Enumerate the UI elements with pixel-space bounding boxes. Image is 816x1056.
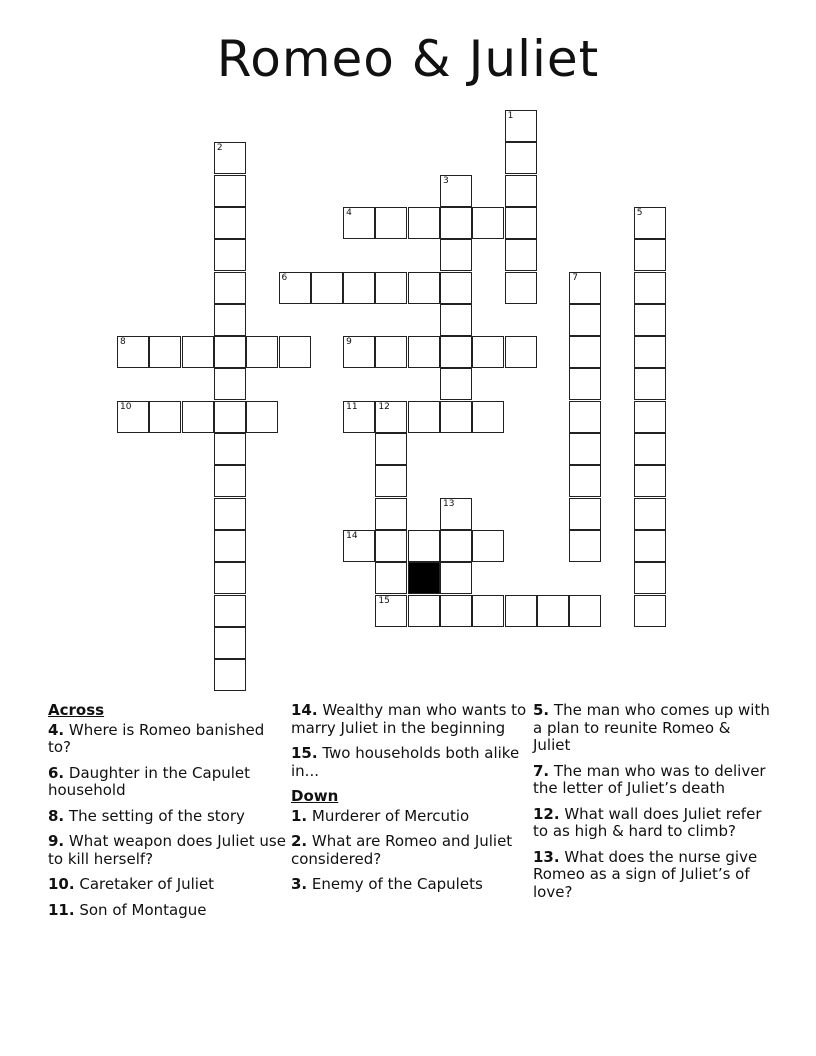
grid-cell[interactable] <box>569 336 601 368</box>
clue <box>48 833 286 868</box>
grid-cell[interactable] <box>440 336 472 368</box>
grid-cell[interactable] <box>505 207 537 239</box>
grid-cell[interactable] <box>408 595 440 627</box>
clue-number: 3. <box>291 875 308 893</box>
grid-cell[interactable] <box>440 368 472 400</box>
down-clue-list <box>291 808 529 894</box>
grid-cell[interactable] <box>214 465 246 497</box>
grid-cell[interactable] <box>214 401 246 433</box>
clues-column-1 <box>48 702 286 927</box>
grid-cell[interactable] <box>505 175 537 207</box>
clue-number: 15. <box>291 744 318 762</box>
clue-text: What does the nurse give Romeo as a sign of Juliet’s of love? <box>533 847 758 901</box>
grid-cell[interactable] <box>569 530 601 562</box>
grid-cell[interactable] <box>634 530 666 562</box>
grid-cell[interactable] <box>214 304 246 336</box>
clue-number: 13. <box>533 847 560 866</box>
grid-cell[interactable] <box>214 627 246 659</box>
grid-cell[interactable] <box>375 207 407 239</box>
grid-cell[interactable] <box>634 433 666 465</box>
clue <box>48 808 286 826</box>
grid-cell[interactable] <box>214 433 246 465</box>
grid-cell[interactable] <box>505 336 537 368</box>
clue-number: 1 <box>507 111 514 121</box>
grid-cell[interactable] <box>375 433 407 465</box>
grid-cell[interactable] <box>182 336 214 368</box>
clue-text: The setting of the story <box>64 806 245 825</box>
clue-text: What are Romeo and Juliet considered? <box>291 832 513 868</box>
grid-cell[interactable] <box>569 595 601 627</box>
clue-text: Wealthy man who wants to marry Juliet in the beginning <box>291 701 527 737</box>
grid-cell[interactable] <box>505 595 537 627</box>
clue-number: 3 <box>443 175 449 186</box>
grid-cell[interactable] <box>537 595 569 627</box>
clue-text: The man who was to deliver the letter of Juliet’s death <box>533 761 766 797</box>
grid-cell[interactable] <box>149 336 181 368</box>
grid-cell[interactable] <box>214 659 246 691</box>
clue <box>533 849 771 902</box>
grid-cell[interactable] <box>182 401 214 433</box>
clue <box>48 765 286 800</box>
grid-cell[interactable] <box>343 336 375 368</box>
grid-cell[interactable] <box>634 368 666 400</box>
grid-cell[interactable] <box>408 336 440 368</box>
grid-cell[interactable] <box>569 401 601 433</box>
grid-cell[interactable] <box>472 336 504 368</box>
grid-cell[interactable] <box>214 530 246 562</box>
grid-cell[interactable] <box>634 304 666 336</box>
grid-cell[interactable] <box>214 175 246 207</box>
grid-cell[interactable] <box>569 272 601 304</box>
grid-cell[interactable] <box>440 272 472 304</box>
clue-number: 10 <box>120 401 132 412</box>
clue-number: 11. <box>48 900 75 919</box>
grid-cell[interactable] <box>505 142 537 174</box>
grid-cell[interactable] <box>246 336 278 368</box>
grid-cell[interactable] <box>634 595 666 627</box>
grid-cell[interactable] <box>214 142 246 174</box>
grid-cell[interactable] <box>569 498 601 530</box>
grid-cell[interactable] <box>569 433 601 465</box>
grid-cell[interactable] <box>214 368 246 400</box>
clue-number: 14 <box>346 530 358 541</box>
clue-number: 7. <box>533 761 550 780</box>
clue-number: 1. <box>291 806 308 825</box>
grid-cell[interactable] <box>375 336 407 368</box>
across-heading: Across <box>48 701 105 719</box>
grid-cell[interactable] <box>375 530 407 562</box>
grid-cell[interactable] <box>569 368 601 400</box>
grid-cell[interactable] <box>634 207 666 239</box>
clue-number: 2. <box>291 832 308 850</box>
grid-cell[interactable] <box>117 401 149 433</box>
down-heading: Down <box>291 787 339 805</box>
grid-cell[interactable] <box>634 239 666 271</box>
puzzle-title: Romeo & Juliet <box>216 30 600 88</box>
grid-cell[interactable] <box>214 336 246 368</box>
grid-cell[interactable] <box>440 530 472 562</box>
grid-cell[interactable] <box>408 272 440 304</box>
grid-cell[interactable] <box>375 562 407 594</box>
clue <box>48 876 286 894</box>
grid-cell[interactable] <box>311 272 343 304</box>
clue-number: 6. <box>48 763 65 782</box>
grid-cell[interactable] <box>375 401 407 433</box>
clue-number: 15 <box>378 595 390 606</box>
grid-cell[interactable] <box>343 272 375 304</box>
clue-number: 9 <box>346 337 352 348</box>
clue-number: 5. <box>533 701 550 719</box>
grid-cell[interactable] <box>472 595 504 627</box>
clue <box>48 902 286 920</box>
clue-text: Where is Romeo banished to? <box>48 720 265 756</box>
clue-text: The man who comes up with a plan to reunite Romeo & Juliet <box>533 701 770 754</box>
clue-number: 14. <box>291 701 318 719</box>
clue-number: 12 <box>378 401 390 412</box>
grid-cell[interactable] <box>634 562 666 594</box>
grid-cell[interactable] <box>440 175 472 207</box>
clue-number: 10. <box>48 875 75 893</box>
clue-text: Caretaker of Juliet <box>74 875 215 893</box>
down-clue-list-continued <box>533 702 771 901</box>
grid-cell[interactable] <box>505 272 537 304</box>
clue-text: Murderer of Mercutio <box>307 806 470 825</box>
grid-cell[interactable] <box>472 401 504 433</box>
grid-cell[interactable] <box>440 207 472 239</box>
clue-number: 11 <box>346 401 358 412</box>
clue <box>291 808 529 826</box>
clue-text: Son of Montague <box>74 900 207 919</box>
clue-text: Two households both alike in... <box>291 744 520 780</box>
clue-text: What weapon does Juliet use to kill herself? <box>48 832 286 868</box>
clues-column-2 <box>291 702 529 902</box>
grid-cell[interactable] <box>214 272 246 304</box>
grid-cell[interactable] <box>634 272 666 304</box>
clue <box>291 745 529 780</box>
clue-text: Daughter in the Capulet household <box>48 763 251 799</box>
grid-cell[interactable] <box>279 272 311 304</box>
grid-cell[interactable] <box>343 530 375 562</box>
clue-text: Enemy of the Capulets <box>307 875 483 893</box>
clue-number: 8 <box>120 337 126 348</box>
grid-cell[interactable] <box>214 207 246 239</box>
clue <box>291 702 529 737</box>
grid-cell[interactable] <box>149 401 181 433</box>
across-clue-list <box>48 722 286 920</box>
grid-cell[interactable] <box>505 239 537 271</box>
black-square <box>408 562 440 594</box>
grid-cell[interactable] <box>375 498 407 530</box>
grid-cell[interactable] <box>375 272 407 304</box>
clue <box>291 876 529 894</box>
grid-cell[interactable] <box>440 562 472 594</box>
grid-cell[interactable] <box>214 562 246 594</box>
grid-cell[interactable] <box>214 498 246 530</box>
grid-cell[interactable] <box>375 465 407 497</box>
grid-cell[interactable] <box>472 530 504 562</box>
grid-cell[interactable] <box>117 336 149 368</box>
grid-cell[interactable] <box>440 239 472 271</box>
grid-cell[interactable] <box>408 401 440 433</box>
grid-cell[interactable] <box>505 110 537 142</box>
grid-cell[interactable] <box>634 401 666 433</box>
grid-cell[interactable] <box>472 207 504 239</box>
grid-cell[interactable] <box>375 595 407 627</box>
clue <box>533 806 771 841</box>
grid-cell[interactable] <box>343 207 375 239</box>
grid-cell[interactable] <box>634 465 666 497</box>
grid-cell[interactable] <box>440 595 472 627</box>
clue <box>533 763 771 798</box>
grid-cell[interactable] <box>408 530 440 562</box>
grid-cell[interactable] <box>440 498 472 530</box>
clue <box>48 722 286 757</box>
grid-cell[interactable] <box>634 336 666 368</box>
grid-cell[interactable] <box>569 304 601 336</box>
clue-number: 13 <box>443 498 455 509</box>
clue-number: 7 <box>572 272 578 283</box>
clue-number: 4. <box>48 720 65 739</box>
clue-number: 8. <box>48 806 65 825</box>
clue-number: 6 <box>281 272 288 283</box>
clues-column-3 <box>533 702 771 909</box>
grid-cell[interactable] <box>634 498 666 530</box>
across-clue-list-continued <box>291 702 529 780</box>
grid-cell[interactable] <box>440 401 472 433</box>
clue-number: 5 <box>636 207 643 218</box>
clue-number: 2 <box>216 143 223 154</box>
clue-text: What wall does Juliet refer to as high & hard to climb? <box>533 804 762 840</box>
clue-number: 12. <box>533 804 560 823</box>
clue <box>291 833 529 868</box>
grid-cell[interactable] <box>408 207 440 239</box>
grid-cell[interactable] <box>569 465 601 497</box>
clue-number: 4 <box>346 207 352 218</box>
grid-cell[interactable] <box>246 401 278 433</box>
grid-cell[interactable] <box>343 401 375 433</box>
grid-cell[interactable] <box>440 304 472 336</box>
clue <box>533 702 771 755</box>
grid-cell[interactable] <box>214 595 246 627</box>
grid-cell[interactable] <box>214 239 246 271</box>
clue-number: 9. <box>48 832 65 850</box>
grid-cell[interactable] <box>279 336 311 368</box>
